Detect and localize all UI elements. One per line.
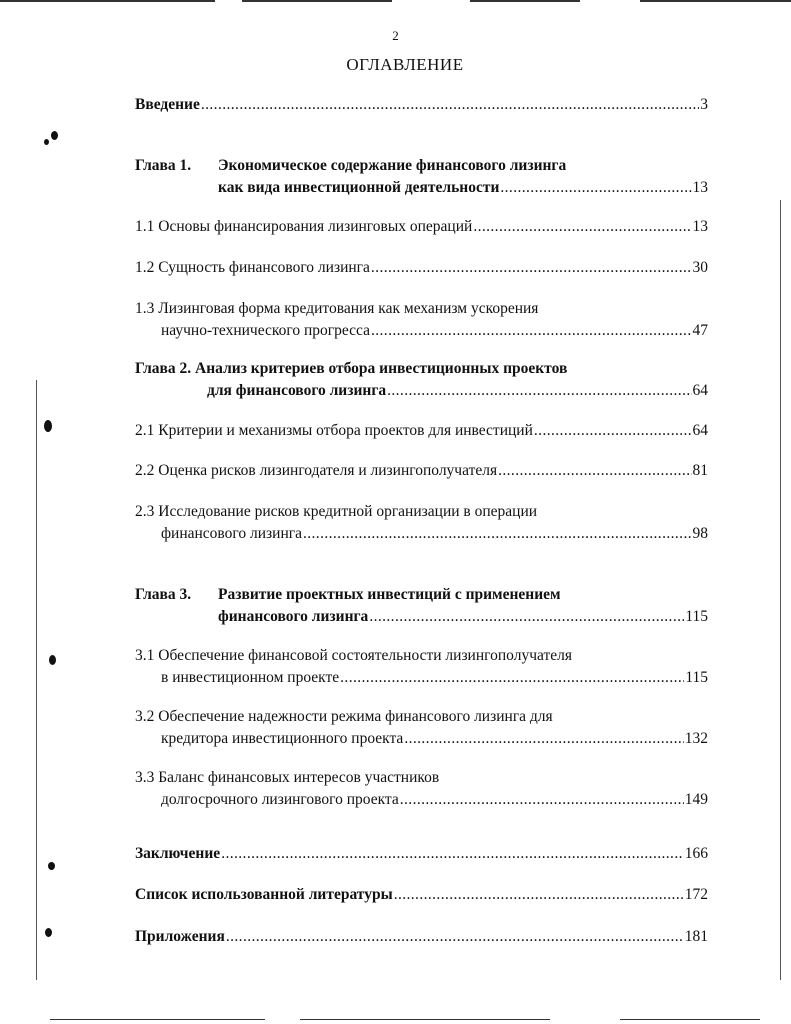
toc-page: 132 <box>684 730 708 747</box>
leader-dots <box>387 380 691 402</box>
toc-entry-2-3[interactable] <box>135 501 708 545</box>
leader-dots <box>340 667 684 689</box>
leader-dots <box>534 420 692 442</box>
toc-label: Список использованной литературы <box>135 886 393 903</box>
toc-page: 64 <box>692 382 708 399</box>
toc-label: 2.3 Исследование рисков кредитной организации в операции <box>135 503 538 520</box>
toc-entry-1-2[interactable] <box>135 257 708 279</box>
toc-label-cont: кредитора инвестиционного проекта <box>161 730 404 747</box>
chapter-number: Глава 3. <box>135 586 192 603</box>
leader-dots <box>201 94 699 116</box>
toc-page: 172 <box>684 886 708 903</box>
toc-page: 13 <box>692 179 708 196</box>
toc-label-cont: финансового лизинга <box>161 525 302 542</box>
toc-page: 3 <box>700 96 708 113</box>
toc-label-cont: в инвестиционном проекте <box>161 669 340 686</box>
toc-label-cont: долгосрочного лизингового проекта <box>161 791 399 808</box>
leader-dots <box>498 460 691 482</box>
toc-label: 1.1 Основы финансирования лизинговых операций <box>135 218 473 235</box>
toc-entry-intro[interactable] <box>135 94 708 116</box>
binder-hole-mark <box>44 420 52 432</box>
toc-label: 1.3 Лизинговая форма кредитования как механизм ускорения <box>135 300 539 317</box>
leader-dots <box>369 606 684 628</box>
page-title: ОГЛАВЛЕНИЕ <box>346 55 464 74</box>
toc-page: 47 <box>692 322 708 339</box>
binder-hole-mark <box>51 131 58 140</box>
binder-hole-mark <box>48 862 55 870</box>
toc-label: Приложения <box>135 928 225 945</box>
toc-label: 3.1 Обеспечение финансовой состоятельности лизингополучателя <box>135 647 572 664</box>
toc-label: Развитие проектных инвестиций с применением <box>218 586 561 603</box>
toc-entry-2-2[interactable] <box>135 460 708 482</box>
toc-entry-chapter-3[interactable] <box>135 584 708 628</box>
leader-dots <box>473 216 691 238</box>
leader-dots <box>500 177 691 199</box>
toc-label: 3.3 Баланс финансовых интересов участников <box>135 769 440 786</box>
toc-page: 181 <box>684 928 708 945</box>
toc-page: 115 <box>685 669 708 686</box>
toc-page: 166 <box>684 845 708 862</box>
page-number: 2 <box>392 28 399 43</box>
toc-label: Заключение <box>135 845 221 862</box>
toc-entry-3-3[interactable] <box>135 767 708 811</box>
toc-label: Глава 2. Анализ критериев отбора инвестиционных проектов <box>135 360 568 377</box>
scan-artifact-top-far <box>640 0 791 2</box>
scan-artifact-top-mid <box>242 0 392 2</box>
leader-dots <box>371 257 692 279</box>
toc-page: 115 <box>685 608 708 625</box>
toc-label: 1.2 Сущность финансового лизинга <box>135 259 370 276</box>
scan-artifact-right-edge <box>780 200 781 980</box>
toc-entry-3-2[interactable] <box>135 706 708 750</box>
toc-entry-references[interactable] <box>135 884 708 906</box>
toc-label: 2.1 Критерии и механизмы отбора проектов для инвестиций <box>135 422 533 439</box>
leader-dots <box>394 884 684 906</box>
leader-dots <box>226 926 684 948</box>
toc-entry-1-3[interactable] <box>135 298 708 342</box>
toc-label-cont: научно-технического прогресса <box>161 322 370 339</box>
toc-entry-chapter-1[interactable] <box>135 155 708 199</box>
toc-label-cont: для финансового лизинга <box>207 382 387 399</box>
toc-page: 30 <box>692 259 708 276</box>
leader-dots <box>303 523 692 545</box>
toc-entry-3-1[interactable] <box>135 645 708 689</box>
scan-artifact-bottom-right <box>620 1019 760 1020</box>
chapter-number: Глава 1. <box>135 157 192 174</box>
toc-page: 98 <box>692 525 708 542</box>
leader-dots <box>404 728 683 750</box>
binder-hole-mark <box>44 139 49 145</box>
toc-label: Экономическое содержание финансового лизинга <box>218 157 567 174</box>
binder-hole-mark <box>49 655 56 665</box>
scan-artifact-top-right <box>470 0 580 2</box>
leader-dots <box>371 320 692 342</box>
toc-page: 64 <box>692 422 708 439</box>
scan-artifact-top-left <box>0 0 215 2</box>
toc-page: 13 <box>692 218 708 235</box>
scan-artifact-bottom-mid <box>300 1019 550 1020</box>
toc-page: 81 <box>692 462 708 479</box>
toc-entry-2-1[interactable] <box>135 420 708 442</box>
scan-artifact-bottom-left <box>50 1019 265 1020</box>
toc-label-cont: как вида инвестиционной деятельности <box>218 179 500 196</box>
toc-label: 3.2 Обеспечение надежности режима финансового лизинга для <box>135 708 553 725</box>
leader-dots <box>221 843 684 865</box>
toc-entry-1-1[interactable] <box>135 216 708 238</box>
leader-dots <box>400 789 684 811</box>
toc-label: 2.2 Оценка рисков лизингодателя и лизингополучателя <box>135 462 498 479</box>
toc-entry-chapter-2[interactable] <box>135 358 708 402</box>
toc-page: 149 <box>684 791 708 808</box>
toc-entry-appendix[interactable] <box>135 926 708 948</box>
toc-entry-conclusion[interactable] <box>135 843 708 865</box>
binder-hole-mark <box>45 928 52 937</box>
toc-label-cont: финансового лизинга <box>218 608 369 625</box>
toc-label: Введение <box>135 96 200 113</box>
scan-artifact-left-edge <box>36 380 37 980</box>
